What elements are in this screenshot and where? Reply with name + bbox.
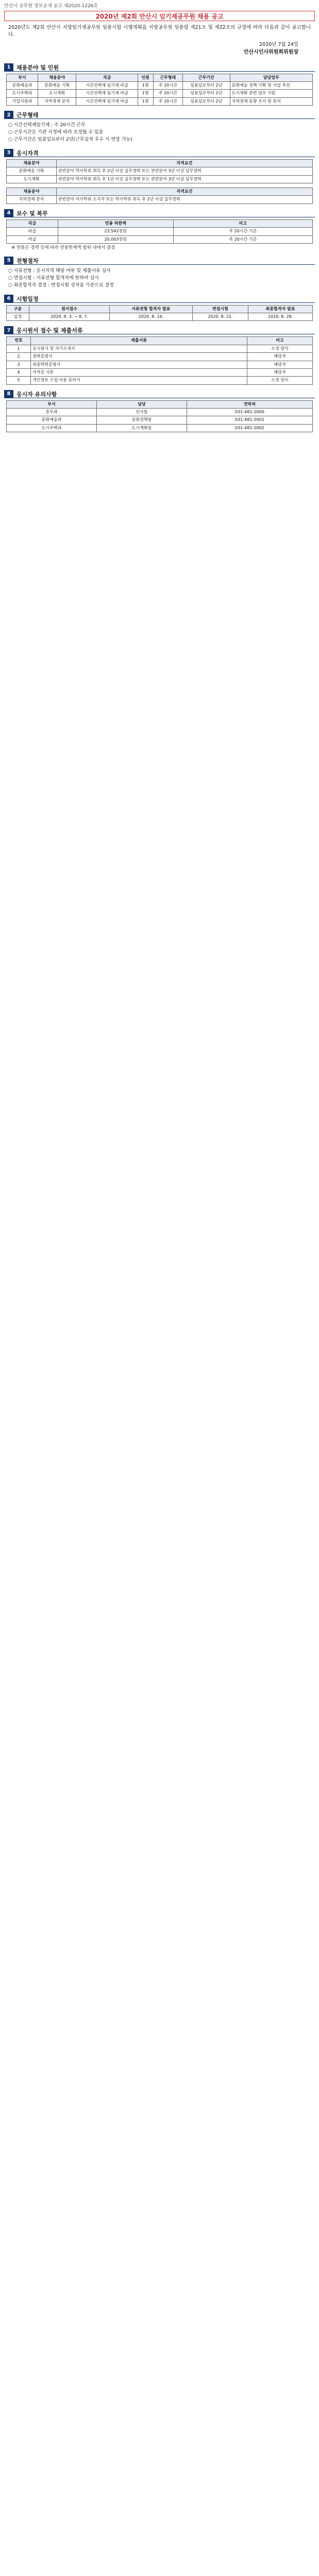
table-row: 5 개인정보 수집·이용 동의서 소정 양식 [7, 377, 313, 384]
table-row: 3 최종학력증명서 해당자 [7, 361, 313, 368]
section-header: 8 응시자 유의사항 [4, 390, 315, 398]
table-qualifications-2: 채용분야 자격요건 지역경제 분석 관련분야 석사학위 소지자 또는 학사학위 취득 후 2년 이상 실무경력 [6, 188, 313, 204]
section-header: 1 채용분야 및 인원 [4, 63, 315, 72]
section-header: 7 응시원서 접수 및 제출서류 [4, 326, 315, 334]
table-schedule: 구분 원서접수 서류전형 합격자 발표 면접시험 최종합격자 발표 일정 2020. 8. 3. ~ 8. 7. 2020. 8. 14. 2020. 8. 21. 2020. 8. 28. [6, 305, 313, 321]
title-banner [4, 11, 315, 21]
table-row: 라급 23,542천원 주 20시간 기준 [7, 228, 313, 235]
pay-note: ※ 연봉은 경력 등에 따라 연봉한계액 범위 내에서 결정 [11, 245, 115, 250]
page-title: 2020년 제2회 안산시 임기제공무원 채용 공고 [95, 12, 224, 20]
table-row: 4 자격증 사본 해당자 [7, 368, 313, 376]
table-contacts: 부서 담당 연락처 총무과 인사팀 031-481-2000 문화예술과 문화정책팀 031-481-2001 도시주택과 도시계획팀 031-481-2002 [6, 400, 313, 433]
table-row: 기업지원과 지역경제 분석 시간선택제 임기제 마급 1명 주 20시간 임용일로부터 2년 지역경제 동향 조사 및 분석 [7, 97, 313, 105]
table-row: 문화예술 기획 관련분야 학사학위 취득 후 2년 이상 실무경력 또는 관련분야 3년 이상 실무경력 [7, 167, 313, 175]
table-pay: 직급 연봉 하한액 비고 라급 23,542천원 주 20시간 기준 마급 20,003천원 주 20시간 기준 [6, 219, 313, 244]
table-row: 도시주택과 도시계획 시간선택제 임기제 마급 1명 주 20시간 임용일로부터 2년 도시계획 관련 업무 지원 [7, 90, 313, 97]
section-header: 6 시험일정 [4, 295, 315, 303]
table-positions: 부서 채용분야 직급 인원 근무형태 근무기간 담당업무 문화예술과 문화예술 기획 시간선택제 임기제 라급 1명 주 20시간 임용일로부터 2년 문화예술 정책 기획 및 사업 추진 도시주택과 도시계획 시간선택제 임기제 마급 1명 주 20시간 임용일로부터 2년 도시계획 관련 업무 지원 기업지원과 지역경제 분석 시간선택제 임기제 마급 1명 주 20시간 임용일로부터 2년 지역경제 동향 조사 및 분석 [6, 74, 313, 106]
work-text: ○ 시간선택제임기제 : 주 20시간 근무 ○ 근무시간은 기관 사정에 따라 조정될 수 있음 ○ 근무기간은 임용일로부터 2년(근무실적 우수 시 연장 가능) [8, 123, 132, 142]
table-qualifications: 채용분야 자격요건 문화예술 기획 관련분야 학사학위 취득 후 2년 이상 실무경력 또는 관련분야 3년 이상 실무경력 도시계획 관련분야 학사학위 취득 후 1년 이상 실무경력 또는 관련분야 3년 이상 실무경력 [6, 159, 313, 183]
table-row: 2 경력증명서 해당자 [7, 353, 313, 361]
table-row: 지역경제 분석 관련분야 석사학위 소지자 또는 학사학위 취득 후 2년 이상 실무경력 [7, 196, 313, 204]
table-row: 마급 20,003천원 주 20시간 기준 [7, 235, 313, 243]
table-row: 문화예술과 문화예술 기획 시간선택제 임기제 라급 1명 주 20시간 임용일로부터 2년 문화예술 정책 기획 및 사업 추진 [7, 81, 313, 89]
table-row: 1 응시원서 및 자기소개서 소정 양식 [7, 345, 313, 352]
section-header: 5 전형절차 [4, 257, 315, 265]
section-header: 4 보수 및 복무 [4, 209, 315, 217]
table-row: 도시계획 관련분야 학사학위 취득 후 1년 이상 실무경력 또는 관련분야 3년 이상 실무경력 [7, 175, 313, 183]
announce-date: 2020년 7월 24일 [259, 41, 298, 47]
table-row: 총무과 인사팀 031-481-2000 [7, 409, 313, 416]
section-header: 3 응시자격 [4, 149, 315, 157]
signer: 안산시인사위원회위원장 [243, 49, 298, 55]
process-text: ○ 서류전형 : 응시자격 해당 여부 및 제출서류 심사 ○ 면접시험 : 서류전형 합격자에 한하여 실시 ○ 최종합격자 결정 : 면접시험 성적을 기준으로 결정 [8, 268, 114, 288]
table-row: 일정 2020. 8. 3. ~ 8. 7. 2020. 8. 14. 2020. 8. 21. 2020. 8. 28. [7, 313, 313, 320]
section-header: 2 근무형태 [4, 111, 315, 119]
table-documents: 번호 제출서류 비고 1 응시원서 및 자기소개서 소정 양식 2 경력증명서 해당자 3 최종학력증명서 해당자 4 자격증 사본 해당자 5 개인정보 수집·이용 동의서 소정 양식 [6, 336, 313, 384]
notice-number: 안산시 공무원 정보공개 공고 제2020-1226호 [4, 4, 98, 9]
table-row: 문화예술과 문화정책팀 031-481-2001 [7, 416, 313, 424]
table-row: 도시주택과 도시계획팀 031-481-2002 [7, 424, 313, 432]
intro-text: 2020년도 제2회 안산시 지방임기제공무원 임용시험 시행계획을 지방공무원 임용령 제21조 및 제22조의 규정에 따라 다음과 같이 공고합니다. [8, 25, 311, 38]
